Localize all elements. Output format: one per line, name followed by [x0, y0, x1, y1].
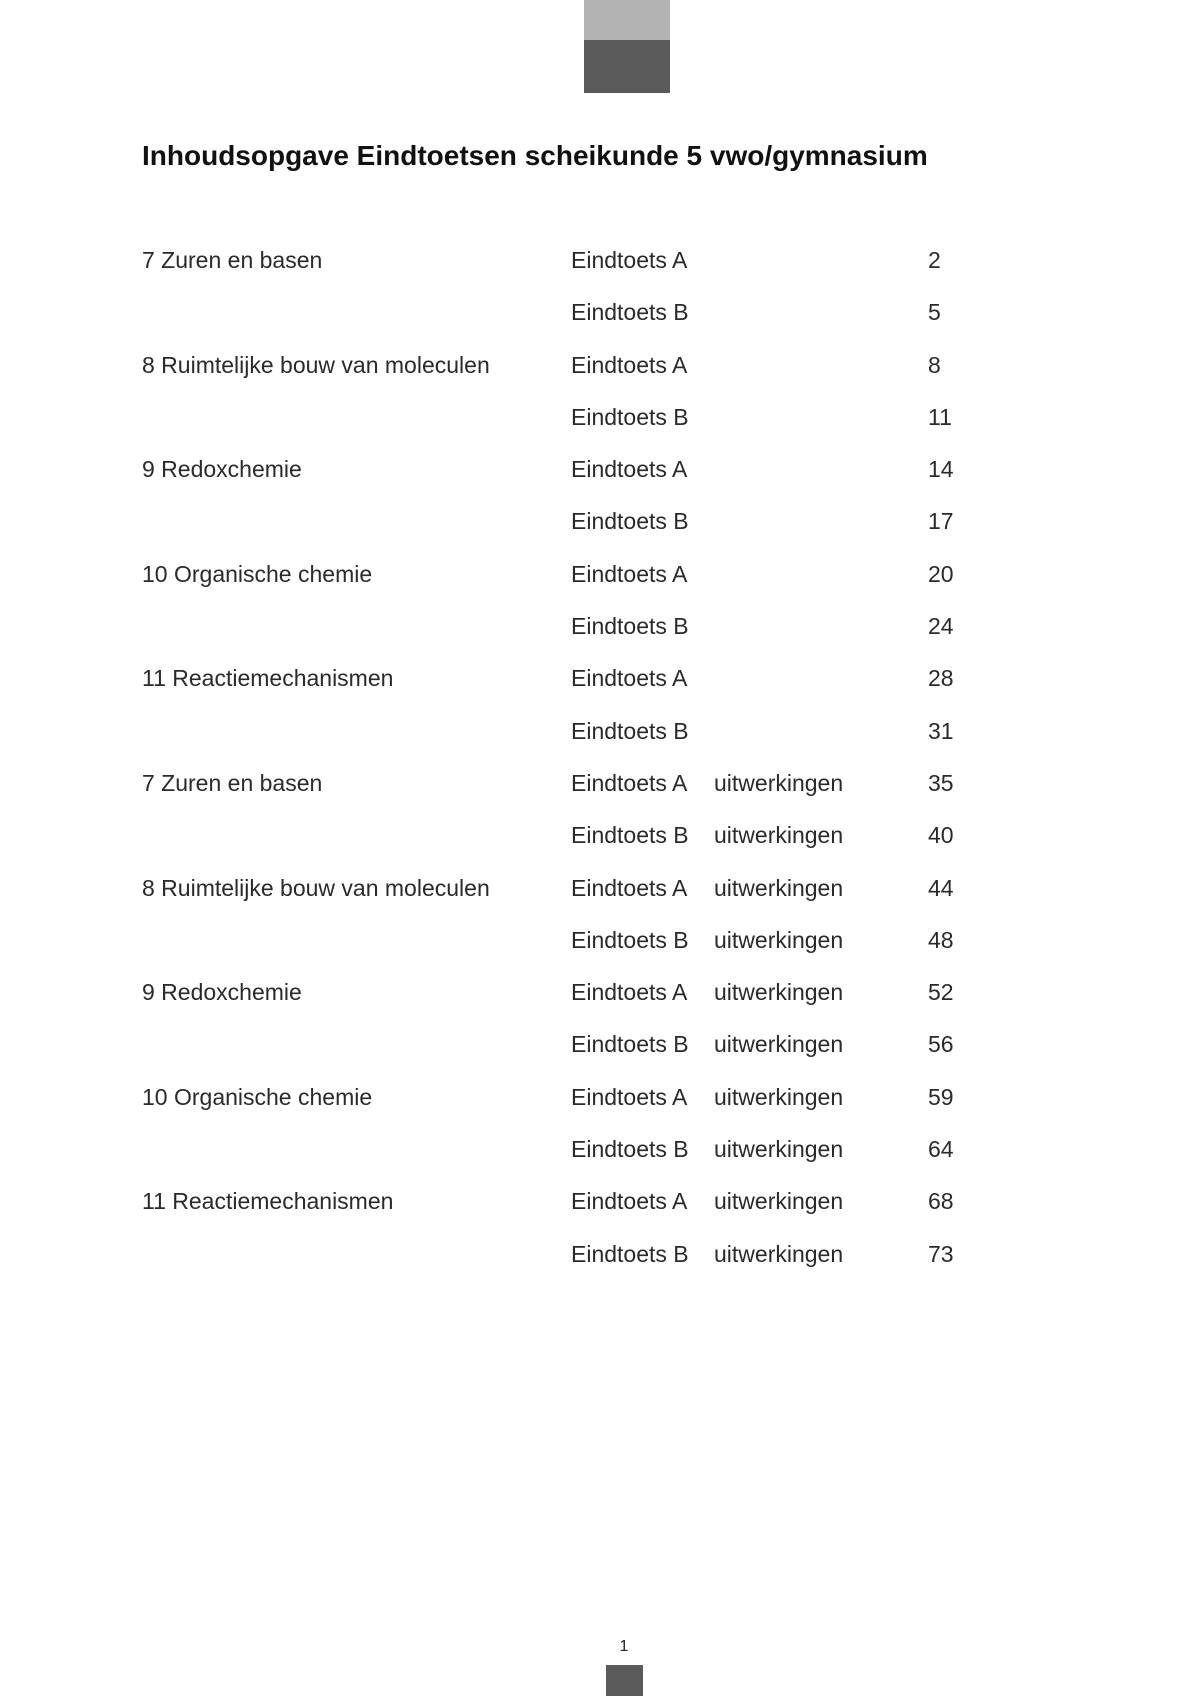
- toc-test: Eindtoets B: [571, 822, 689, 849]
- toc-extra: uitwerkingen: [714, 1136, 844, 1163]
- toc-page-number: 14: [928, 456, 954, 483]
- toc-extra: uitwerkingen: [714, 1031, 844, 1058]
- toc-page-number: 59: [928, 1083, 954, 1110]
- toc-row: [142, 1241, 1042, 1293]
- toc-row: [142, 770, 1042, 822]
- toc-test: Eindtoets B: [571, 508, 689, 535]
- toc-test: Eindtoets B: [571, 403, 689, 430]
- toc-chapter: 7 Zuren en basen: [142, 769, 323, 796]
- toc-test: Eindtoets A: [571, 979, 688, 1006]
- toc-test: Eindtoets A: [571, 665, 688, 692]
- toc-test: Eindtoets A: [571, 874, 688, 901]
- toc-page-number: 28: [928, 665, 954, 692]
- toc-chapter: 8 Ruimtelijke bouw van moleculen: [142, 351, 490, 378]
- toc-page-number: 68: [928, 1188, 954, 1215]
- toc-test: Eindtoets B: [571, 717, 689, 744]
- toc-row: [142, 927, 1042, 979]
- toc-test: Eindtoets A: [571, 560, 688, 587]
- toc-row: [142, 1031, 1042, 1083]
- toc-extra: uitwerkingen: [714, 1083, 844, 1110]
- toc-test: Eindtoets B: [571, 1031, 689, 1058]
- toc-page-number: 11: [928, 403, 952, 430]
- toc-test: Eindtoets A: [571, 769, 688, 796]
- toc-page-number: 64: [928, 1136, 954, 1163]
- toc-row: [142, 1188, 1042, 1240]
- toc-row: [142, 1084, 1042, 1136]
- toc-page-number: 48: [928, 926, 954, 953]
- toc-row: [142, 613, 1042, 665]
- header-tab-light: [584, 0, 670, 40]
- toc-row: [142, 456, 1042, 508]
- footer-tab-decoration: [606, 1665, 643, 1696]
- toc-page-number: 17: [928, 508, 954, 535]
- page-title: Inhoudsopgave Eindtoetsen scheikunde 5 vwo/gymnasium: [142, 140, 928, 171]
- toc-page-number: 31: [928, 717, 954, 744]
- toc-test: Eindtoets A: [571, 247, 688, 273]
- toc-chapter: 10 Organische chemie: [142, 1083, 373, 1110]
- toc-extra: uitwerkingen: [714, 979, 844, 1006]
- toc-row: [142, 299, 1042, 351]
- toc-test: Eindtoets A: [571, 456, 688, 483]
- toc-extra: uitwerkingen: [714, 822, 844, 849]
- toc-test: Eindtoets B: [571, 1136, 689, 1163]
- toc-row: [142, 822, 1042, 874]
- toc-extra: uitwerkingen: [714, 1188, 844, 1215]
- toc-page-number: 73: [928, 1240, 954, 1267]
- toc-row: [142, 665, 1042, 717]
- toc-page-number: 52: [928, 979, 954, 1006]
- toc-page-number: 40: [928, 822, 954, 849]
- toc-chapter: 11 Reactiemechanismen: [142, 1188, 394, 1215]
- toc-chapter: 9 Redoxchemie: [142, 979, 302, 1006]
- toc-extra: uitwerkingen: [714, 769, 844, 796]
- toc-page-number: 24: [928, 613, 954, 640]
- toc-page-number: 56: [928, 1031, 954, 1058]
- toc-test: Eindtoets B: [571, 1240, 689, 1267]
- toc-chapter: 9 Redoxchemie: [142, 456, 302, 483]
- toc-chapter: 10 Organische chemie: [142, 560, 373, 587]
- toc-test: Eindtoets B: [571, 926, 689, 953]
- toc-row: [142, 508, 1042, 560]
- toc-page-number: 8: [928, 351, 941, 378]
- page-number: 1: [619, 1638, 629, 1655]
- toc-test: Eindtoets B: [571, 299, 689, 326]
- toc-extra: uitwerkingen: [714, 874, 844, 901]
- toc-row: [142, 561, 1042, 613]
- toc-test: Eindtoets A: [571, 351, 688, 378]
- toc-page-number: 20: [928, 560, 954, 587]
- toc-chapter: 7 Zuren en basen: [142, 247, 323, 273]
- toc-page-number: 44: [928, 874, 954, 901]
- toc-chapter: 11 Reactiemechanismen: [142, 665, 394, 692]
- toc-test: Eindtoets A: [571, 1188, 688, 1215]
- toc-page-number: 35: [928, 769, 954, 796]
- toc-test: Eindtoets B: [571, 613, 689, 640]
- toc-row: [142, 979, 1042, 1031]
- toc-row: [142, 875, 1042, 927]
- toc-test: Eindtoets A: [571, 1083, 688, 1110]
- header-tab-decoration: [584, 0, 670, 93]
- toc-row: [142, 352, 1042, 404]
- toc-page-number: 5: [928, 299, 941, 326]
- toc-row: [142, 404, 1042, 456]
- toc-row: [142, 718, 1042, 770]
- toc-row: [142, 1136, 1042, 1188]
- toc-row: [142, 247, 1042, 299]
- toc-chapter: 8 Ruimtelijke bouw van moleculen: [142, 874, 490, 901]
- table-of-contents: [142, 247, 1042, 1293]
- header-tab-dark: [584, 40, 670, 93]
- toc-extra: uitwerkingen: [714, 1240, 844, 1267]
- toc-extra: uitwerkingen: [714, 926, 844, 953]
- toc-page-number: 2: [928, 247, 941, 273]
